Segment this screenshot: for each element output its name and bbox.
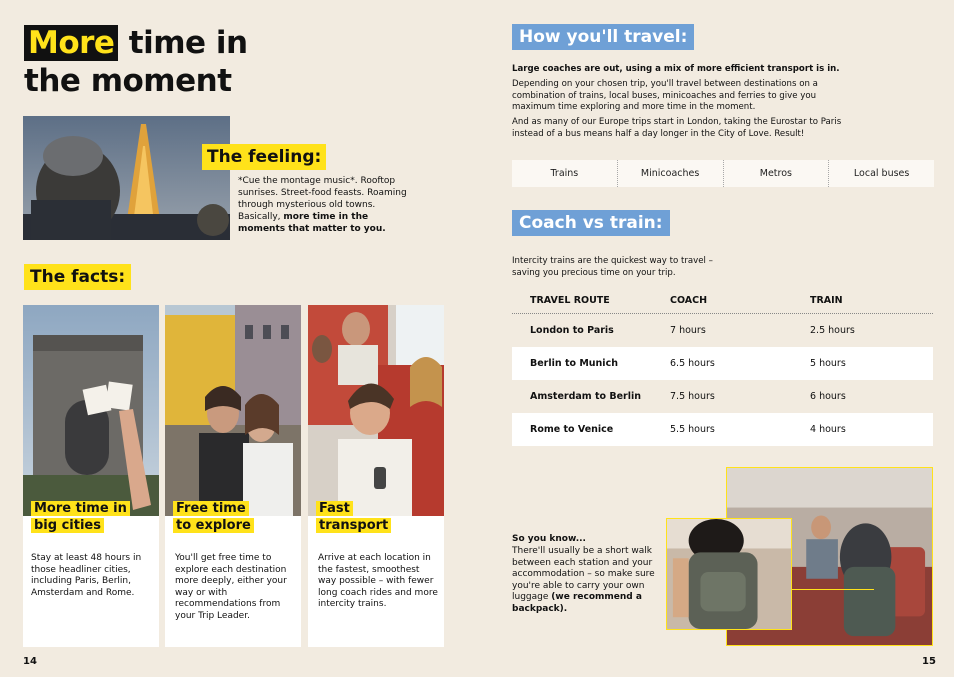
so-you-know-title: So you know... — [512, 534, 586, 544]
table-row — [512, 413, 933, 446]
column-header: TRAIN — [810, 295, 843, 306]
pena-palace-selfie-photo — [165, 305, 301, 516]
so-you-know-text — [512, 546, 662, 615]
title-rest: time in the moment — [24, 25, 248, 99]
train-friends-photo — [308, 305, 444, 516]
table-row — [512, 380, 933, 413]
transport-mode: Local buses — [853, 168, 910, 179]
train-cell: 4 hours — [810, 424, 846, 435]
coach-vs-train-intro: Intercity trains are the quickest way to travel – saving you precious time on your trip. — [512, 256, 713, 278]
feeling-text — [238, 175, 408, 235]
route-cell: Amsterdam to Berlin — [530, 391, 642, 402]
transport-modes — [512, 160, 934, 187]
transport-mode: Metros — [724, 160, 830, 187]
title-highlight: More — [24, 25, 118, 61]
travel-paragraph-2: And as many of our Europe trips start in London, taking the Eurostar to Paris instead of a bus means half a day longer in the City of Love. Result! — [512, 117, 842, 139]
train-cell: 6 hours — [810, 391, 846, 402]
table-row — [512, 347, 933, 380]
column-header: TRAVEL ROUTE — [530, 295, 610, 306]
connector-line — [792, 589, 874, 590]
card-label — [173, 500, 254, 534]
route-cell: Berlin to Munich — [530, 358, 618, 369]
train-cell: 5 hours — [810, 358, 846, 369]
card-text: Stay at least 48 hours in those headliner cities, including Paris, Berlin, Amsterdam and Rome. — [31, 553, 142, 598]
column-header: COACH — [670, 295, 708, 306]
feeling-text-plain: *Cue the montage music*. Rooftop sunrises. Street-food feasts. Roaming through mysterious old towns. Basically, — [238, 176, 407, 222]
card-label-line-1: Free time — [173, 501, 249, 516]
table-header — [512, 288, 933, 314]
page-title — [24, 24, 284, 100]
route-cell: Rome to Venice — [530, 424, 614, 435]
route-cell: London to Paris — [530, 325, 614, 336]
card-label — [316, 500, 391, 534]
facts-label: The facts: — [24, 264, 131, 290]
fact-card-big-cities — [23, 305, 159, 647]
table-row — [512, 314, 933, 347]
coach-cell: 5.5 hours — [670, 424, 715, 435]
page-number-right: 15 — [922, 656, 936, 667]
transport-mode: Trains — [512, 160, 618, 187]
travel-title: How you'll travel: — [512, 24, 694, 50]
coach-vs-train-title: Coach vs train: — [512, 210, 670, 236]
arc-de-triomphe-photo — [23, 305, 159, 516]
card-label-line-2: transport — [316, 518, 391, 533]
coach-cell: 7 hours — [670, 325, 706, 336]
page-number-left: 14 — [23, 656, 37, 667]
card-label — [31, 500, 130, 534]
feeling-text-bold: more time in the moments that matter to you. — [238, 212, 386, 234]
card-text: You'll get free time to explore each destination more deeply, either your way or with recommendations from your Trip Leader. — [175, 553, 287, 621]
fact-card-fast-transport — [308, 305, 444, 647]
coach-cell: 6.5 hours — [670, 358, 715, 369]
feeling-label: The feeling: — [202, 144, 326, 170]
card-label-line-2: to explore — [173, 518, 254, 533]
travel-lead: Large coaches are out, using a mix of more efficient transport is in. — [512, 64, 840, 74]
card-label-line-1: Fast — [316, 501, 353, 516]
travel-paragraph-1: Depending on your chosen trip, you'll travel between destinations on a combination of trains, local buses, minicoaches and ferries to give you maximum time exploring and more time in the moment. — [512, 79, 818, 112]
coach-cell: 7.5 hours — [670, 391, 715, 402]
eiffel-tower-photo — [23, 116, 230, 240]
card-label-line-2: big cities — [31, 518, 104, 533]
train-cell: 2.5 hours — [810, 325, 855, 336]
card-label-line-1: More time in — [31, 501, 130, 516]
backpack-photo — [666, 518, 792, 630]
travel-time-table — [512, 288, 933, 446]
so-you-know-text-plain: There'll usually be a short walk between each station and your accommodation – so make sure you're able to carry your own luggage — [512, 546, 655, 602]
fact-card-free-time — [165, 305, 301, 647]
so-you-know-text-bold: (we recommend a backpack). — [512, 592, 642, 614]
transport-mode: Minicoaches — [618, 160, 724, 187]
card-text: Arrive at each location in the fastest, smoothest way possible – with fewer long coach rides and more intercity trains. — [318, 553, 438, 609]
